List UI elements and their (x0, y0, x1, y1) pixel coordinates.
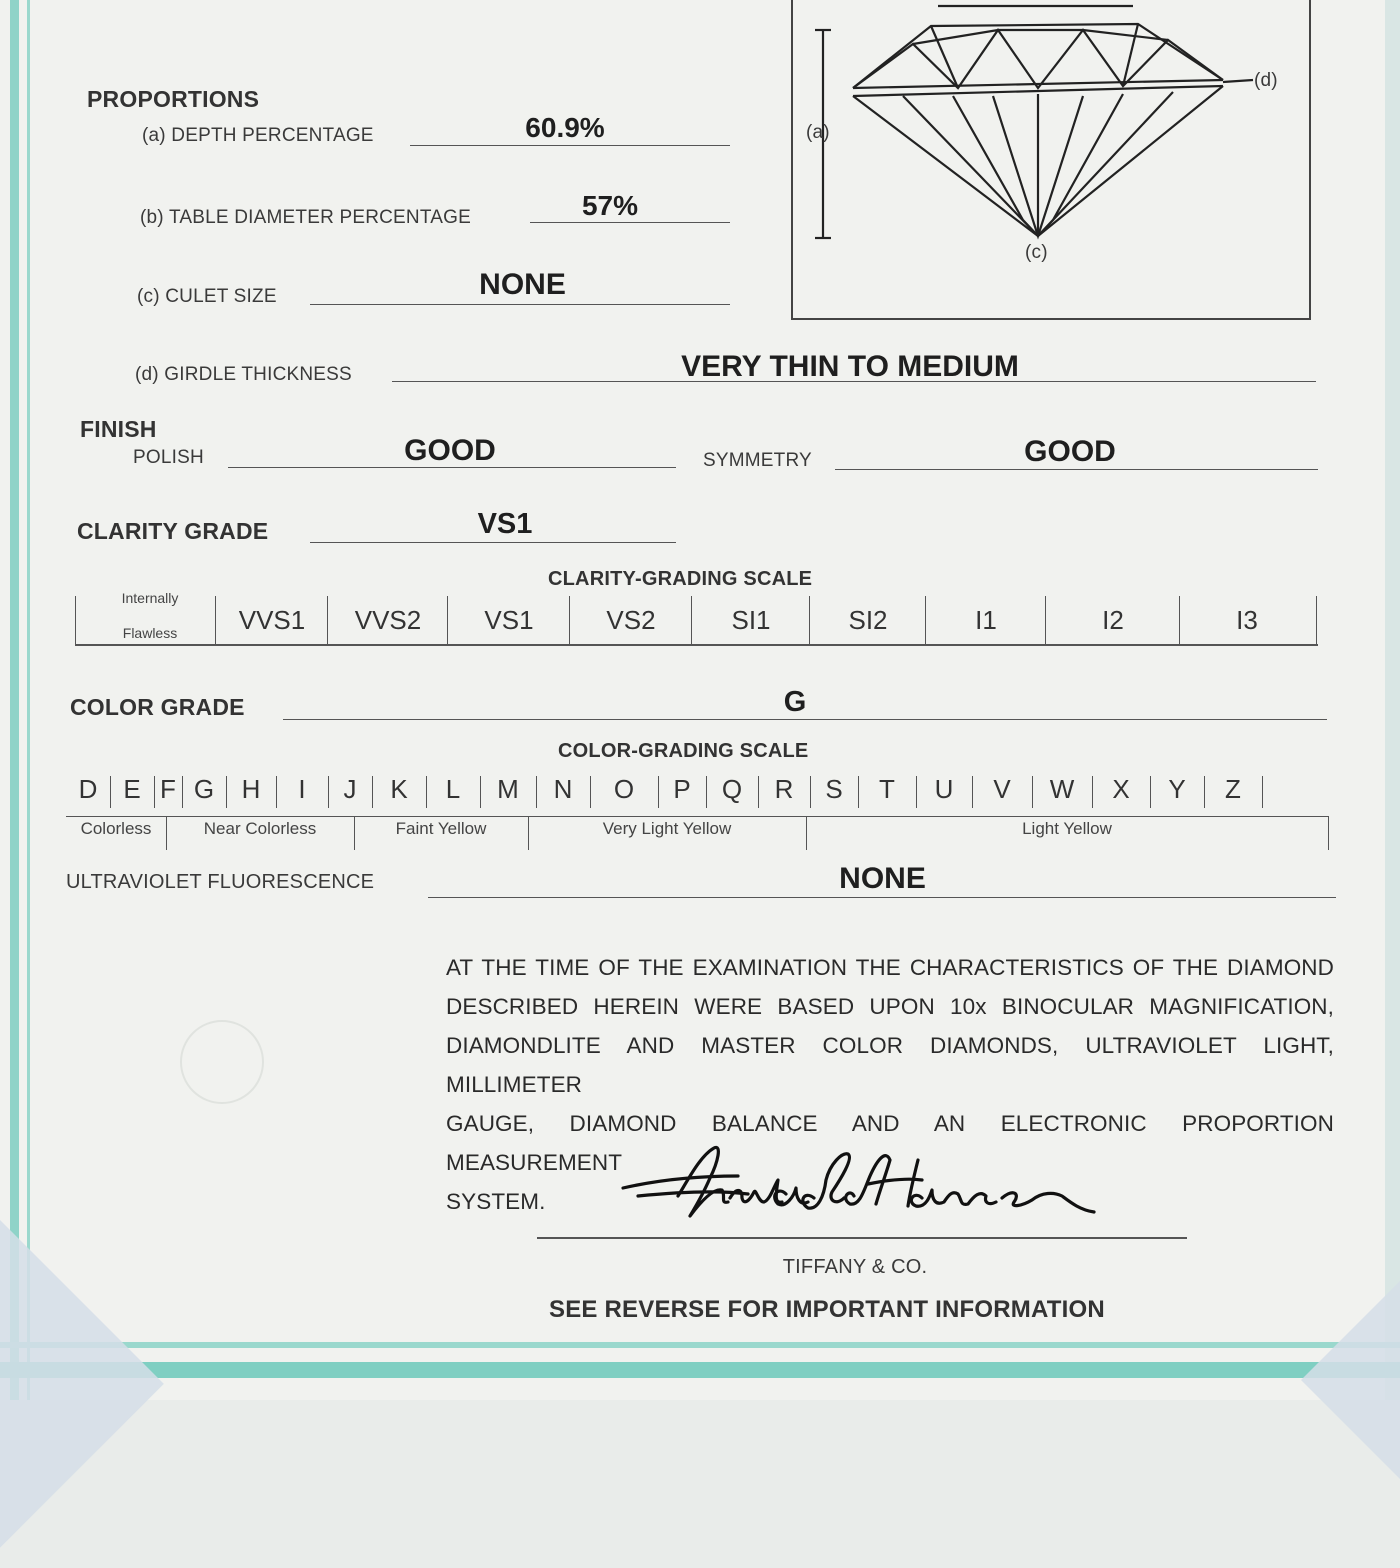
clarity-divider (75, 596, 76, 644)
clarity-if-line2: Flawless (122, 625, 178, 641)
diagram-label-c: (c) (1025, 242, 1048, 263)
color-letter-n: N (553, 774, 573, 804)
clarity-grade-si2: SI2 (848, 605, 888, 635)
table-value: 57% (581, 190, 639, 221)
clarity-heading: CLARITY GRADE (77, 518, 269, 544)
color-group-divider (166, 816, 167, 850)
diagram-label-d: (d) (1254, 70, 1278, 91)
clarity-if-line1: Internally (121, 590, 179, 606)
color-letter-g: G (193, 774, 215, 804)
clarity-value: VS1 (477, 508, 533, 540)
clarity-divider (691, 596, 692, 644)
color-letter-s: S (825, 774, 843, 804)
color-letter-y: Y (1168, 774, 1186, 804)
color-group-label: Colorless (80, 819, 152, 838)
depth-value: 60.9% (525, 112, 605, 143)
company-name: TIFFANY & CO. (782, 1256, 928, 1278)
color-letter-z: Z (1225, 774, 1241, 804)
table-line (530, 222, 730, 223)
clarity-grade-vs1: VS1 (484, 605, 534, 635)
culet-label: (c) CULET SIZE (137, 286, 277, 307)
color-letter-o: O (613, 774, 635, 804)
disclaimer-line: SYSTEM. (446, 1189, 546, 1214)
color-scale-title: COLOR-GRADING SCALE (558, 740, 809, 762)
color-letter-q: Q (721, 774, 743, 804)
finish-heading: FINISH (80, 416, 157, 442)
teal-border-bottom-inner (0, 1342, 1400, 1348)
color-group-label: Very Light Yellow (602, 819, 732, 838)
footer-note: SEE REVERSE FOR IMPORTANT INFORMATION (549, 1296, 1105, 1323)
color-value: G (783, 686, 807, 718)
clarity-scale (75, 590, 1318, 646)
polish-label: POLISH (133, 447, 204, 468)
clarity-grade-vvs2: VVS2 (354, 605, 422, 635)
color-group-label: Near Colorless (203, 819, 317, 838)
clarity-grade-i3: I3 (1236, 605, 1258, 635)
clarity-grade-vvs1: VVS1 (238, 605, 306, 635)
color-letter-w: W (1049, 774, 1075, 804)
color-letter-d: D (78, 774, 98, 804)
clarity-divider (925, 596, 926, 644)
clarity-line (310, 542, 676, 543)
disclaimer-line: GAUGE, DIAMOND BALANCE AND AN ELECTRONIC PROPORTION MEASUREMENT (446, 1111, 1334, 1175)
clarity-grade-si1: SI1 (731, 605, 771, 635)
page-edge-right (1385, 0, 1400, 1400)
color-group-label: Faint Yellow (395, 819, 487, 838)
clarity-divider (327, 596, 328, 644)
clarity-grade-i2: I2 (1102, 605, 1124, 635)
signature (618, 1140, 1108, 1230)
clarity-divider (447, 596, 448, 644)
color-line (283, 719, 1327, 720)
depth-label: (a) DEPTH PERCENTAGE (142, 125, 374, 146)
color-letter-u: U (934, 774, 954, 804)
table-label: (b) TABLE DIAMETER PERCENTAGE (140, 207, 471, 228)
diamond-diagram (793, 0, 1309, 318)
color-letter-t: T (879, 774, 895, 804)
color-letter-x: X (1112, 774, 1130, 804)
clarity-scale-title: CLARITY-GRADING SCALE (548, 568, 813, 590)
disclaimer-line: DESCRIBED HEREIN WERE BASED UPON 10x BINOCULAR MAGNIFICATION, (446, 994, 1334, 1019)
depth-line (410, 145, 730, 146)
clarity-divider (1316, 596, 1317, 644)
color-group-label: Light Yellow (1022, 819, 1112, 838)
culet-line (310, 304, 730, 305)
color-group-divider (528, 816, 529, 850)
clarity-divider (1179, 596, 1180, 644)
clarity-divider (569, 596, 570, 644)
fluorescence-label: ULTRAVIOLET FLUORESCENCE (66, 871, 375, 893)
teal-border-left-inner (27, 0, 30, 1400)
teal-border-left (10, 0, 19, 1400)
signature-line (537, 1237, 1187, 1239)
fluorescence-value: NONE (839, 862, 926, 895)
color-letter-l: L (445, 774, 461, 804)
polish-value: GOOD (404, 434, 496, 467)
culet-value: NONE (479, 268, 566, 301)
color-letter-p: P (673, 774, 691, 804)
color-group-divider (354, 816, 355, 850)
color-heading: COLOR GRADE (70, 694, 245, 720)
color-group-divider (806, 816, 807, 850)
color-letter-r: R (774, 774, 794, 804)
clarity-grade-i1: I1 (975, 605, 997, 635)
proportions-heading: PROPORTIONS (87, 86, 260, 112)
clarity-divider (215, 596, 216, 644)
color-letter-divider (1262, 776, 1263, 808)
color-group-divider (1328, 816, 1329, 850)
color-letter-e: E (123, 774, 141, 804)
diamond-diagram-box (791, 0, 1311, 320)
diagram-label-a: (a) (806, 122, 830, 143)
symmetry-line (835, 469, 1318, 470)
color-scale (66, 772, 1328, 852)
girdle-value: VERY THIN TO MEDIUM (681, 350, 1019, 383)
color-letter-h: H (241, 774, 261, 804)
teal-border-bottom (0, 1362, 1400, 1378)
girdle-label: (d) GIRDLE THICKNESS (135, 364, 352, 385)
embossed-seal (180, 1020, 264, 1104)
clarity-divider (1045, 596, 1046, 644)
clarity-divider (809, 596, 810, 644)
color-scale-baseline (66, 816, 1328, 817)
fluorescence-line (428, 897, 1336, 898)
disclaimer-line: DIAMONDLITE AND MASTER COLOR DIAMONDS, ULTRAVIOLET LIGHT, MILLIMETER (446, 1033, 1334, 1097)
color-letter-m: M (497, 774, 519, 804)
color-letter-k: K (390, 774, 408, 804)
disclaimer-line: AT THE TIME OF THE EXAMINATION THE CHARACTERISTICS OF THE DIAMOND (446, 955, 1334, 980)
clarity-grade-vs2: VS2 (606, 605, 656, 635)
symmetry-label: SYMMETRY (703, 450, 812, 471)
symmetry-value: GOOD (1024, 435, 1116, 468)
color-letter-j: J (343, 774, 357, 804)
color-letter-v: V (993, 774, 1011, 804)
color-letter-i: I (298, 774, 306, 804)
color-letter-f: F (160, 774, 176, 804)
